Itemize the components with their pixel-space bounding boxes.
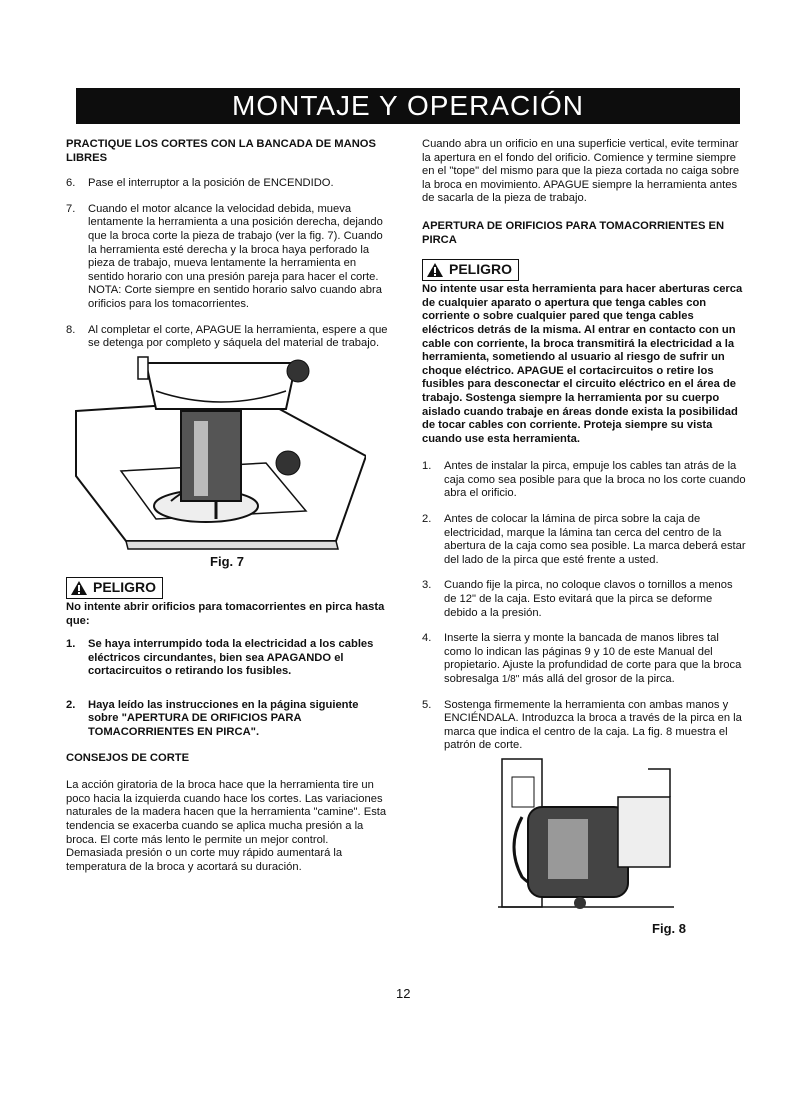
- warning-item: 2. Haya leído las instrucciones en la página siguiente sobre "APERTURA DE ORIFICIOS PARA TOMACORRIENTES EN PIRCA".: [66, 698, 359, 739]
- figure-7-caption: Fig. 7: [210, 554, 244, 570]
- figure-7: [66, 351, 388, 569]
- section-heading-tips: CONSEJOS DE CORTE: [66, 751, 190, 764]
- figure-8: [498, 757, 746, 935]
- right-column: [422, 138, 746, 935]
- fraction-value: 1/8": [501, 674, 520, 685]
- router-drywall-illustration: [498, 757, 674, 917]
- left-column: [66, 138, 388, 874]
- step-item: 5. Sostenga firmemente la herramienta con ambas manos y ENCIÉNDALA. Introduzca la broca a través de la pirca en la marca que indica el centro de la caja. La fig. 8 muestra el patrón de corte.: [422, 698, 742, 752]
- warning-triangle-icon: [70, 580, 88, 596]
- intro-paragraph: Cuando abra un orificio en una superficie vertical, evite terminar la apertura en el fondo del orificio. Comience y termine siempre en el "tope" del mismo para que la pieza cortada no caiga sobre la broca en movimiento. APAGUE siempre la herramienta antes de sacarla de la pieza de trabajo.: [422, 138, 740, 205]
- list-item: 7. Cuando el motor alcance la velocidad debida, mueva lentamente la herramienta a una posición derecha, dejando que la broca corte la pieza de trabajo (ver la fig. 7). Cuando la herramienta esté derecha y la broca haya perforado la pieza de trabajo, mueva lentamente la herramienta en sentido horario con una presión pareja para hacer el corte. NOTA: Corte siempre en sentido horario salvo cuando abra orificios para los tomacorrientes.: [66, 202, 383, 310]
- list-item: 8. Al completar el corte, APAGUE la herramienta, espere a que se detenga por completo y sáquela del material de trabajo.: [66, 323, 388, 350]
- page-banner-title: MONTAJE Y OPERACIÓN: [76, 88, 740, 124]
- list-item: 6. Pase el interruptor a la posición de ENCENDIDO.: [66, 177, 334, 190]
- note-text: NOTA: Corte siempre en sentido horario salvo cuando abra orificios para los tomacorrientes.: [88, 284, 382, 310]
- section-heading-drywall: APERTURA DE ORIFICIOS PARA TOMACORRIENTES EN PIRCA: [422, 219, 725, 246]
- step-item: 3. Cuando fije la pirca, no coloque clavos o tornillos a menos de 12" de la caja. Esto evitará que la pirca se deforme debido a la presión.: [422, 579, 733, 619]
- step-item: 2. Antes de colocar la lámina de pirca sobre la caja de electricidad, marque la lámina tan cerca del centro de la abertura de la caja como sea posible. La marca deberá estar del lado de la pirca que esté frente a usted.: [422, 513, 746, 566]
- warning-paragraph: No intente usar esta herramienta para hacer aberturas cerca de cualquier aparato o apertura que tenga cables con corriente o sobre cualquier pared que tenga cables eléctricos detrás de la misma. Al entrar en contacto con un cable con corriente, la broca transmitirá la electricidad a la herramienta, sometiendo al usuario al riesgo de sufrir un choque eléctrico. APAGUE el cortacircuitos o retire los fusibles para desconectar el circuito eléctrico en el área de trabajo. Sostenga siempre la herramienta por su cuerpo aislado cuando trabaje en áreas donde exista la posibilidad de tocar cables con corriente. Proteja siempre su vista cuando use esta herramienta.: [422, 283, 743, 445]
- router-on-base-illustration: [66, 351, 366, 551]
- figure-8-caption: Fig. 8: [652, 920, 686, 936]
- step-item: 1. Antes de instalar la pirca, empuje los cables tan atrás de la caja como sea posible para que la broca no los corte cuando abra el orificio.: [422, 460, 746, 500]
- page-number: 12: [396, 986, 411, 1001]
- section-heading-freehand: PRACTIQUE LOS CORTES CON LA BANCADA DE MANOS LIBRES: [66, 138, 376, 164]
- warning-item: 1. Se haya interrumpido toda la electricidad a los cables eléctricos circundantes, bien sea APAGANDO el cortacircuitos o retirando los fusibles.: [66, 638, 374, 678]
- tips-paragraph: La acción giratoria de la broca hace que la herramienta tire un poco hacia la izquierda cuando hace los cortes. Las variaciones naturales de la madera hacen que la herramienta "camine". Esta tendencia se exacerba cuando se aplica mucha presión a la broca. El corte más lento le permite un mejor control. Demasiada presión o un corte muy rápido aumentará la temperatura de la broca y acortará su duración.: [66, 779, 387, 873]
- warning-intro: No intente abrir orificios para tomacorrientes en pirca hasta que:: [66, 600, 385, 627]
- step-item: 4. Inserte la sierra y monte la bancada de manos libres tal como lo indican las páginas 9 y 10 de este Manual del propietario. Ajuste la profundidad de corte para que la broca sobresalga 1/8" más allá del grosor de la pirca.: [422, 632, 742, 685]
- warning-triangle-icon: [426, 262, 444, 278]
- warning-label-box: PELIGRO: [66, 577, 163, 599]
- warning-label-box: PELIGRO: [422, 259, 519, 281]
